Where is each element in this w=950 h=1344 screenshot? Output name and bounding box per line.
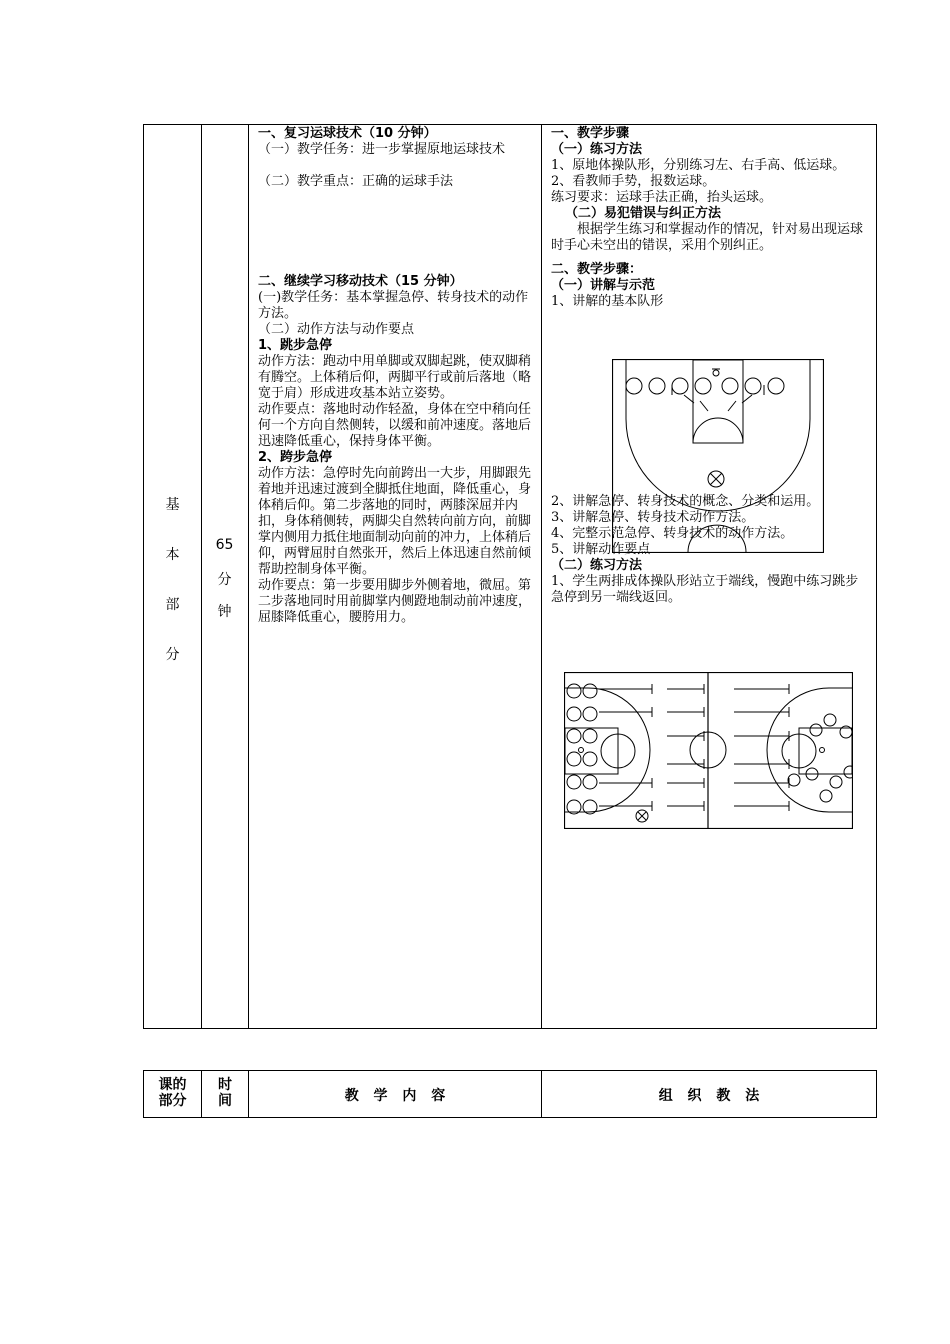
header-org: 组 织 教 法 [658, 1088, 760, 1104]
paragraph: 2、看教师手势，报数运球。 [551, 174, 716, 189]
sub-heading: （二）易犯错误与纠正方法 [565, 206, 722, 221]
paragraph: (一)教学任务：基本掌握急停、转身技术的动作方法。 [258, 290, 529, 321]
section-char: 分 [165, 647, 180, 663]
header-time-line: 时 [218, 1077, 232, 1093]
header-content: 教 学 内 容 [344, 1088, 446, 1104]
full-court-diagram [564, 672, 853, 829]
header-section-line: 课的 [158, 1077, 187, 1093]
paragraph: 2、讲解急停、转身技术的概念、分类和运用。 [551, 494, 820, 509]
section-char: 部 [165, 597, 180, 613]
sub-heading: （二）练习方法 [551, 558, 643, 573]
teaching-content [258, 126, 536, 626]
sub-heading: 1、跳步急停 [258, 338, 333, 353]
paragraph: 5、讲解动作要点 [551, 542, 651, 557]
section-char: 本 [165, 547, 180, 563]
time-value: 65 [215, 537, 234, 553]
section-heading: 一、复习运球技术（10 分钟） [258, 126, 437, 141]
paragraph: 动作方法：跑动中用单脚或双脚起跳，使双脚稍有腾空。上体稍后仰，两脚平行或前后落地（略宽于肩）形成进攻基本站立姿势。 [258, 354, 532, 401]
paragraph: 练习要求：运球手法正确，抬头运球。 [551, 190, 773, 205]
time-unit: 钟 [217, 604, 232, 620]
paragraph: 3、讲解急停、转身技术动作方法。 [551, 510, 755, 525]
paragraph: 根据学生练习和掌握动作的情况，针对易出现运球时手心未空出的错误，采用个别纠正。 [551, 222, 864, 253]
paragraph: 4、完整示范急停、转身技术的动作方法。 [551, 526, 794, 541]
paragraph: （二）动作方法与动作要点 [258, 322, 415, 337]
paragraph: 1、原地体操队形，分别练习左、右手高、低运球。 [551, 158, 846, 173]
section-heading: 一、教学步骤 [551, 126, 630, 141]
paragraph: （二）教学重点：正确的运球手法 [258, 174, 454, 189]
section-char: 基 [165, 497, 180, 513]
paragraph: 1、学生两排成体操队形站立于端线，慢跑中练习跳步急停到另一端线返回。 [551, 574, 859, 605]
header-section-line: 部分 [158, 1093, 187, 1109]
paragraph: 动作要点：落地时动作轻盈，身体在空中稍向任何一个方向自然侧转，以缓和前冲速度。落地后迅速降低重心，保持身体平衡。 [258, 402, 532, 449]
paragraph: 动作要点：第一步要用脚步外侧着地，微屈。第二步落地同时用前脚掌内侧蹬地制动前冲速度，屈膝降低重心，腰胯用力。 [258, 578, 532, 625]
header-section [144, 1077, 201, 1109]
paragraph: 动作方法：急停时先向前跨出一大步，用脚跟先着地并迅速过渡到全脚抵住地面，降低重心，身体稍后仰。第二步落地的同时，两膝深屈并内扣，身体稍侧转，两脚尖自然转向前方向，前脚掌内侧用力抵住地面制动向前的冲力，上体稍后仰，两臂屈肘自然张开，然后上体迅速自然前倾帮助控制身体平衡。 [258, 466, 532, 577]
sub-heading: 2、跨步急停 [258, 450, 333, 465]
header-time [202, 1077, 248, 1109]
section-heading: 二、教学步骤： [551, 262, 643, 277]
header-time-line: 间 [218, 1093, 232, 1109]
paragraph: （一）教学任务：进一步掌握原地运球技术 [258, 142, 506, 157]
section-heading: 二、继续学习移动技术（15 分钟） [258, 274, 463, 289]
sub-heading: （一）练习方法 [551, 142, 643, 157]
sub-heading: （一）讲解与示范 [551, 278, 656, 293]
paragraph: 1、讲解的基本队形 [551, 294, 664, 309]
half-court-diagram [612, 359, 824, 553]
time-unit: 分 [217, 572, 232, 588]
